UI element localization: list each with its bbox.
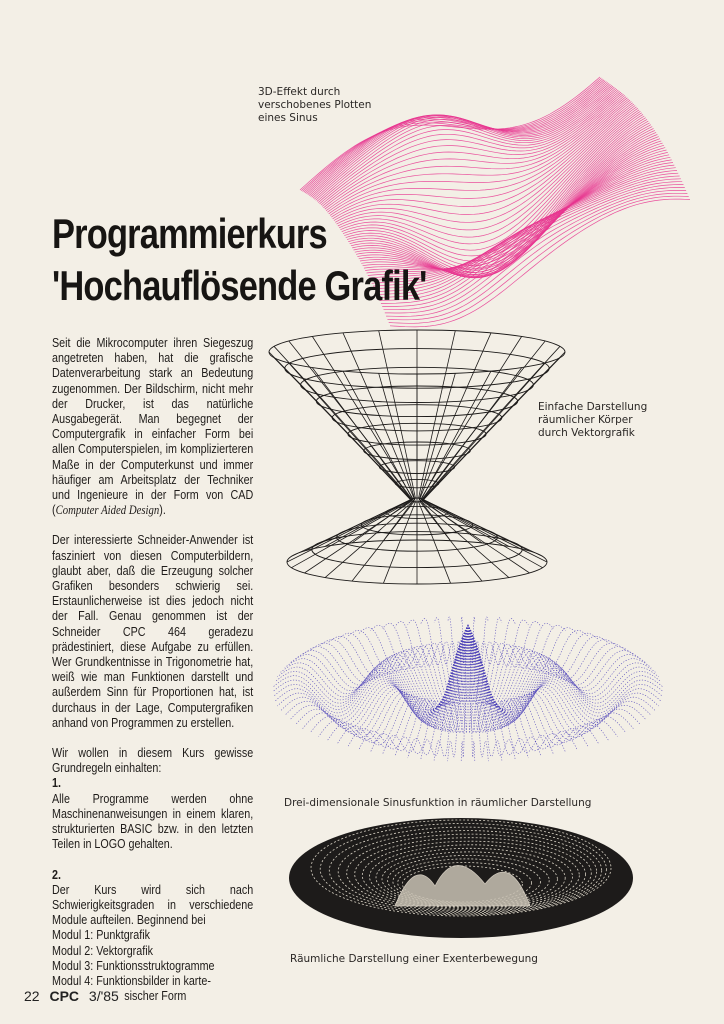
exzenter-figure — [285, 816, 645, 946]
caption-line: durch Vektorgrafik — [538, 427, 635, 439]
caption-vector — [538, 401, 647, 440]
hourglass-wire-group — [269, 330, 565, 584]
paragraph-text: Seit die Mikrocomputer ihren Siegeszug angetreten haben, hat die grafische Datenverarbeitung stark an Bedeutung zugenommen. Der Bildschirm, nicht mehr der Drucker, ist das natürliche Ausgabegerät. Man begegnet der Computergrafik in einfacher Form bei allen Computerspielen, im komplizierteren Maße in der Computerkunst und immer häufiger am Arbeitsplatz der Techniker und Ingenieure in der Form von CAD ( — [52, 336, 254, 518]
paragraph-rules-intro: Wir wollen in diesem Kurs gewisse Grundregeln einhalten: — [52, 746, 254, 776]
module-item: Modul 4: Funktionsbilder in karte- — [52, 973, 211, 988]
caption-line: Einfache Darstellung — [538, 401, 648, 413]
module-item: Modul 3: Funktionsstruktogramme — [52, 958, 215, 973]
page-title — [52, 208, 427, 312]
caption-line: räumlicher Körper — [538, 414, 633, 426]
paragraph-text: ). — [159, 503, 166, 518]
paragraph-italic: Computer Aided Design — [55, 503, 160, 518]
body-text-column — [52, 336, 253, 1004]
title-line-1: Programmierkurs — [52, 210, 327, 257]
caption-sinus-3d — [258, 86, 371, 125]
caption-exzenter: Räumliche Darstellung einer Exenterbewegung — [290, 953, 538, 965]
title-line-2: 'Hochauflösende Grafik' — [52, 262, 427, 309]
sinus-function-figure — [268, 598, 668, 788]
vector-hourglass-figure — [265, 322, 575, 592]
ripple-line-group — [273, 617, 663, 762]
module-item: Modul 1: Punktgrafik — [52, 928, 150, 943]
rule-text: Der Kurs wird sich nach Schwierigkeitsgraden in verschiedene Module aufteilen. Beginnend bei — [52, 882, 254, 928]
page-footer — [24, 988, 119, 1004]
paragraph-intro — [52, 336, 253, 518]
caption-line: verschobenes Plotten — [258, 99, 372, 111]
caption-line: eines Sinus — [258, 112, 318, 124]
rule-number: 2. — [52, 867, 61, 882]
rule-number: 1. — [52, 776, 61, 791]
rule-text: Alle Programme werden ohne Maschinenanweisungen in einem klaren, strukturierten BASIC bzw. in den letzten Teilen in LOGO gehalten. — [52, 791, 254, 852]
exzenter-shape-group — [289, 818, 633, 938]
paragraph-second: Der interessierte Schneider-Anwender ist fasziniert von diesen Computerbildern, glaubt aber, daß die Erzeugung solcher Grafiken besonders schwierig sei. Erstaunlicherweise ist dies jedoch nicht der Fall. Genau genommen ist der Schneider CPC 464 geradezu prädestiniert, diese Aufgabe zu erfüllen. Wer Grundkentnisse in Trigonometrie hat, weiß wie man Funktionen darstellt und außerdem Sinn für Proportionen hat, ist durchaus in der Lage, Computergrafiken anhand von Programmen zu erstellen. — [52, 533, 254, 730]
caption-line: 3D-Effekt durch — [258, 86, 341, 98]
caption-sinus-function: Drei-dimensionale Sinusfunktion in räumlicher Darstellung — [284, 797, 592, 809]
module-item: Modul 2: Vektorgrafik — [52, 943, 153, 958]
issue-number: 3/'85 — [88, 988, 119, 1004]
magazine-brand: CPC — [49, 988, 80, 1004]
page-number: 22 — [24, 988, 40, 1004]
module-item-continuation: sischer Form — [124, 989, 187, 1004]
